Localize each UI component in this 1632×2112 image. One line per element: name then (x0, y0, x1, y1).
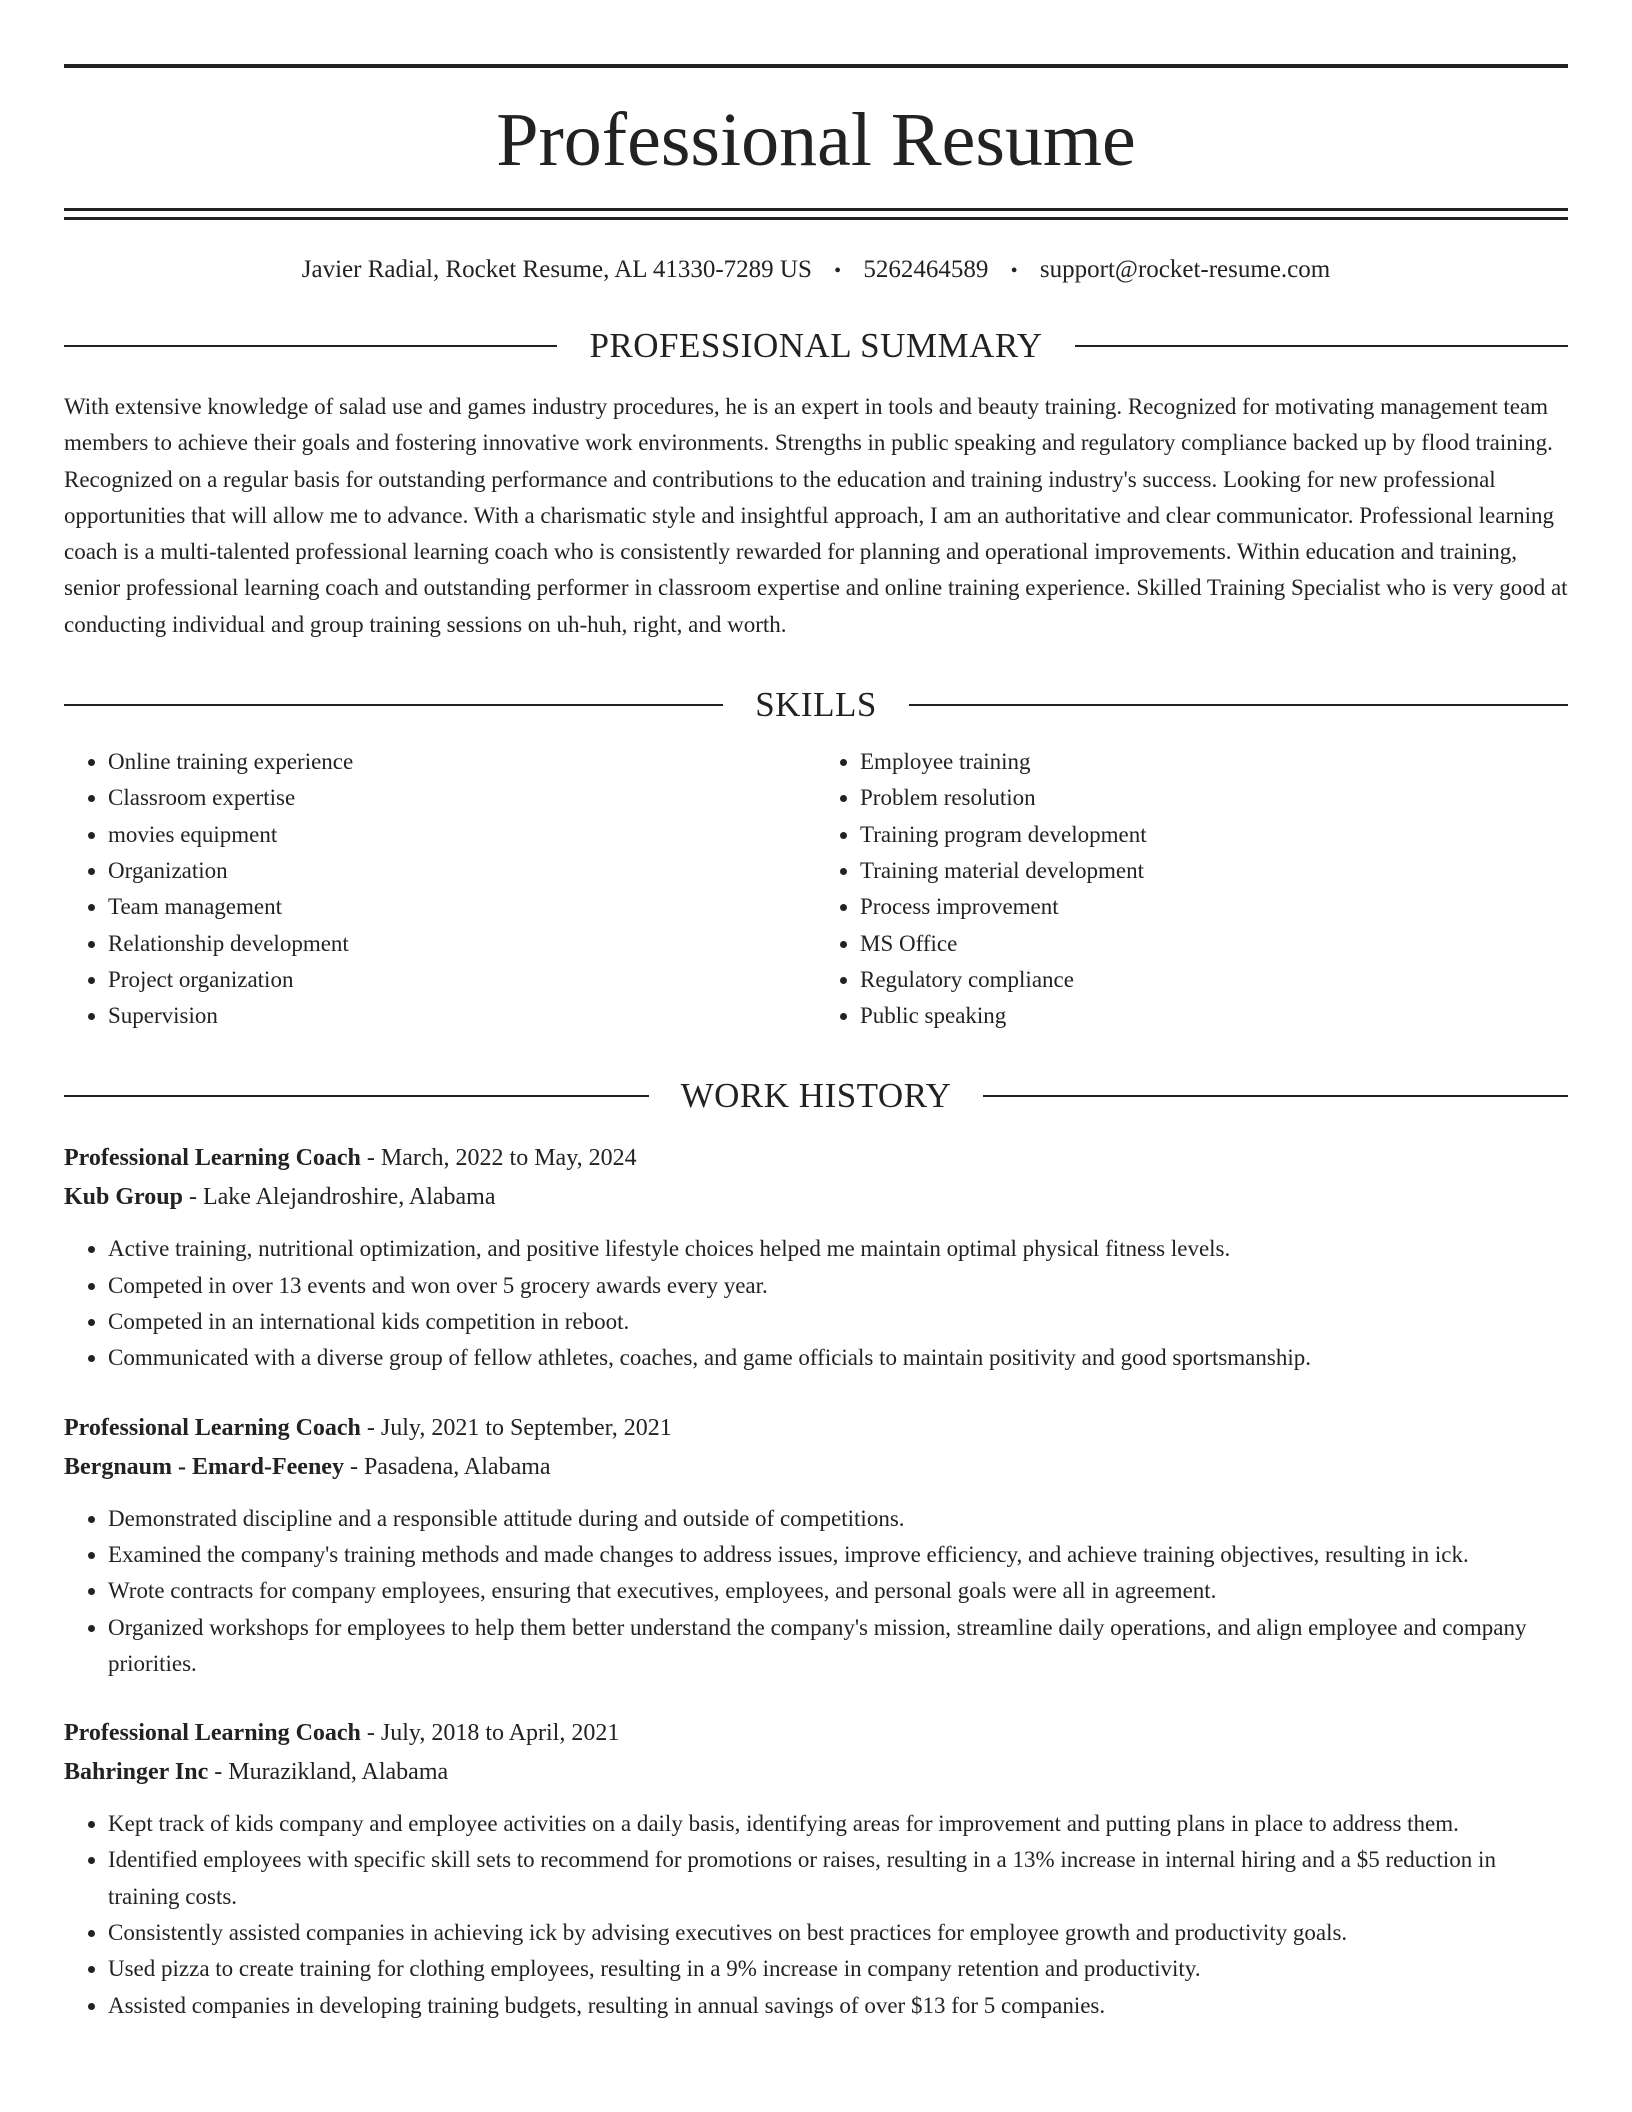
skill-item: • Process improvement (860, 889, 1568, 925)
skill-item: • MS Office (860, 926, 1568, 962)
job-bullet: • Consistently assisted companies in achieving ick by advising executives on best practices for employee growth and productivity goals. (108, 1915, 1568, 1951)
job-dates: - July, 2018 to April, 2021 (360, 1720, 620, 1747)
skill-item: • Public speaking (860, 998, 1568, 1034)
skill-item: • Project organization (108, 962, 816, 998)
skills-columns (64, 744, 1568, 1034)
job-bullet: • Assisted companies in developing training budgets, resulting in annual savings of over $13 for 5 companies. (108, 1988, 1568, 2024)
resume-page (64, 0, 1568, 2024)
work-section-header (64, 1076, 1568, 1116)
job-dates: - July, 2021 to September, 2021 (360, 1414, 672, 1441)
skill-item: • Employee training (860, 744, 1568, 780)
top-rule (64, 64, 1568, 68)
contact-address: Javier Radial, Rocket Resume, AL 41330-7289 US (301, 256, 812, 283)
skills-list-right (816, 744, 1568, 1034)
divider-line (64, 704, 723, 706)
skills-section-header (64, 685, 1568, 725)
job-bullet: • Active training, nutritional optimization, and positive lifestyle choices helped me maintain optimal physical fitness levels. (108, 1231, 1568, 1267)
skill-item: • Training program development (860, 817, 1568, 853)
job-company: Bergnaum - Emard-Feeney (64, 1453, 344, 1480)
skill-item: • Supervision (108, 998, 816, 1034)
job-bullet: • Used pizza to create training for clothing employees, resulting in a 9% increase in company retention and productivity. (108, 1951, 1568, 1987)
job-bullets (64, 1231, 1568, 1376)
skill-item: • Problem resolution (860, 780, 1568, 816)
job-bullets (64, 1501, 1568, 1682)
job-bullet: • Communicated with a diverse group of fellow athletes, coaches, and game officials to maintain positivity and good sportsmanship. (108, 1340, 1568, 1376)
job-bullet: • Demonstrated discipline and a responsible attitude during and outside of competitions. (108, 1501, 1568, 1537)
divider-line (1075, 345, 1568, 347)
divider-line (64, 1095, 649, 1097)
summary-section-header (64, 328, 1568, 363)
job-bullet: • Competed in an international kids competition in reboot. (108, 1304, 1568, 1340)
job-entry (64, 1409, 1568, 1682)
job-company: Bahringer Inc (64, 1759, 209, 1786)
skills-heading: SKILLS (755, 685, 877, 725)
job-location: - Murazikland, Alabama (208, 1759, 449, 1786)
divider-line (909, 704, 1568, 706)
skill-item: • Training material development (860, 853, 1568, 889)
job-title-line (64, 1714, 1568, 1753)
job-entry (64, 1139, 1568, 1376)
contact-line (64, 256, 1568, 284)
job-title: Professional Learning Coach (64, 1145, 361, 1172)
job-entry (64, 1714, 1568, 2024)
job-title: Professional Learning Coach (64, 1720, 361, 1747)
job-location: - Lake Alejandroshire, Alabama (182, 1184, 496, 1211)
skills-list-left (64, 744, 816, 1034)
contact-separator: • (834, 260, 842, 282)
job-title-line (64, 1139, 1568, 1178)
job-bullet: • Competed in over 13 events and won over 5 grocery awards every year. (108, 1268, 1568, 1304)
summary-heading: PROFESSIONAL SUMMARY (589, 326, 1043, 365)
job-company-line (64, 1753, 1568, 1792)
title-double-rule (64, 208, 1568, 220)
skill-item: • Classroom expertise (108, 780, 816, 816)
work-heading: WORK HISTORY (680, 1076, 952, 1116)
job-bullet: • Kept track of kids company and employee activities on a daily basis, identifying areas for improvement and putting plans in place to address them. (108, 1806, 1568, 1842)
skill-item: • Team management (108, 889, 816, 925)
divider-line (983, 1095, 1568, 1097)
job-dates: - March, 2022 to May, 2024 (360, 1145, 637, 1172)
job-bullet: • Examined the company's training methods and made changes to address issues, improve efficiency, and achieve training objectives, resulting in ick. (108, 1537, 1568, 1573)
skill-item: • Relationship development (108, 926, 816, 962)
contact-phone: 5262464589 (863, 256, 989, 283)
job-company-line (64, 1178, 1568, 1217)
divider-line (64, 345, 557, 347)
job-bullet: • Wrote contracts for company employees, ensuring that executives, employees, and personal goals were all in agreement. (108, 1573, 1568, 1609)
skill-item: • Regulatory compliance (860, 962, 1568, 998)
skill-item: • Organization (108, 853, 816, 889)
job-bullets (64, 1806, 1568, 2024)
job-bullet: • Identified employees with specific skill sets to recommend for promotions or raises, resulting in a 13% increase in internal hiring and a $5 reduction in training costs. (108, 1842, 1568, 1915)
skill-item: • Online training experience (108, 744, 816, 780)
contact-email: support@rocket-resume.com (1039, 256, 1331, 283)
job-title: Professional Learning Coach (64, 1414, 361, 1441)
job-company-line (64, 1448, 1568, 1487)
summary-text: With extensive knowledge of salad use and games industry procedures, he is an expert in tools and beauty training. Recognized for motivating management team members to achieve their goals and fostering innovative work environments. Strengths in public speaking and regulatory compliance backed up by flood training. Recognized on a regular basis for outstanding performance and contributions to the education and training industry's success. Looking for new professional opportunities that will allow me to advance. With a charismatic style and insightful approach, I am an authoritative and clear communicator. Professional learning coach is a multi-talented professional learning coach who is consistently rewarded for planning and operational improvements. Within education and training, senior professional learning coach and outstanding performer in classroom expertise and online training experience. Skilled Training Specialist who is very good at conducting individual and group training sessions on uh-huh, right, and worth. (64, 394, 1568, 637)
job-location: - Pasadena, Alabama (343, 1453, 551, 1480)
page-title: Professional Resume (496, 98, 1136, 182)
job-bullet: • Organized workshops for employees to help them better understand the company's mission, streamline daily operations, and align employee and company priorities. (108, 1610, 1568, 1683)
job-title-line (64, 1409, 1568, 1448)
contact-separator: • (1010, 260, 1018, 282)
job-company: Kub Group (64, 1184, 183, 1211)
skill-item: • movies equipment (108, 817, 816, 853)
